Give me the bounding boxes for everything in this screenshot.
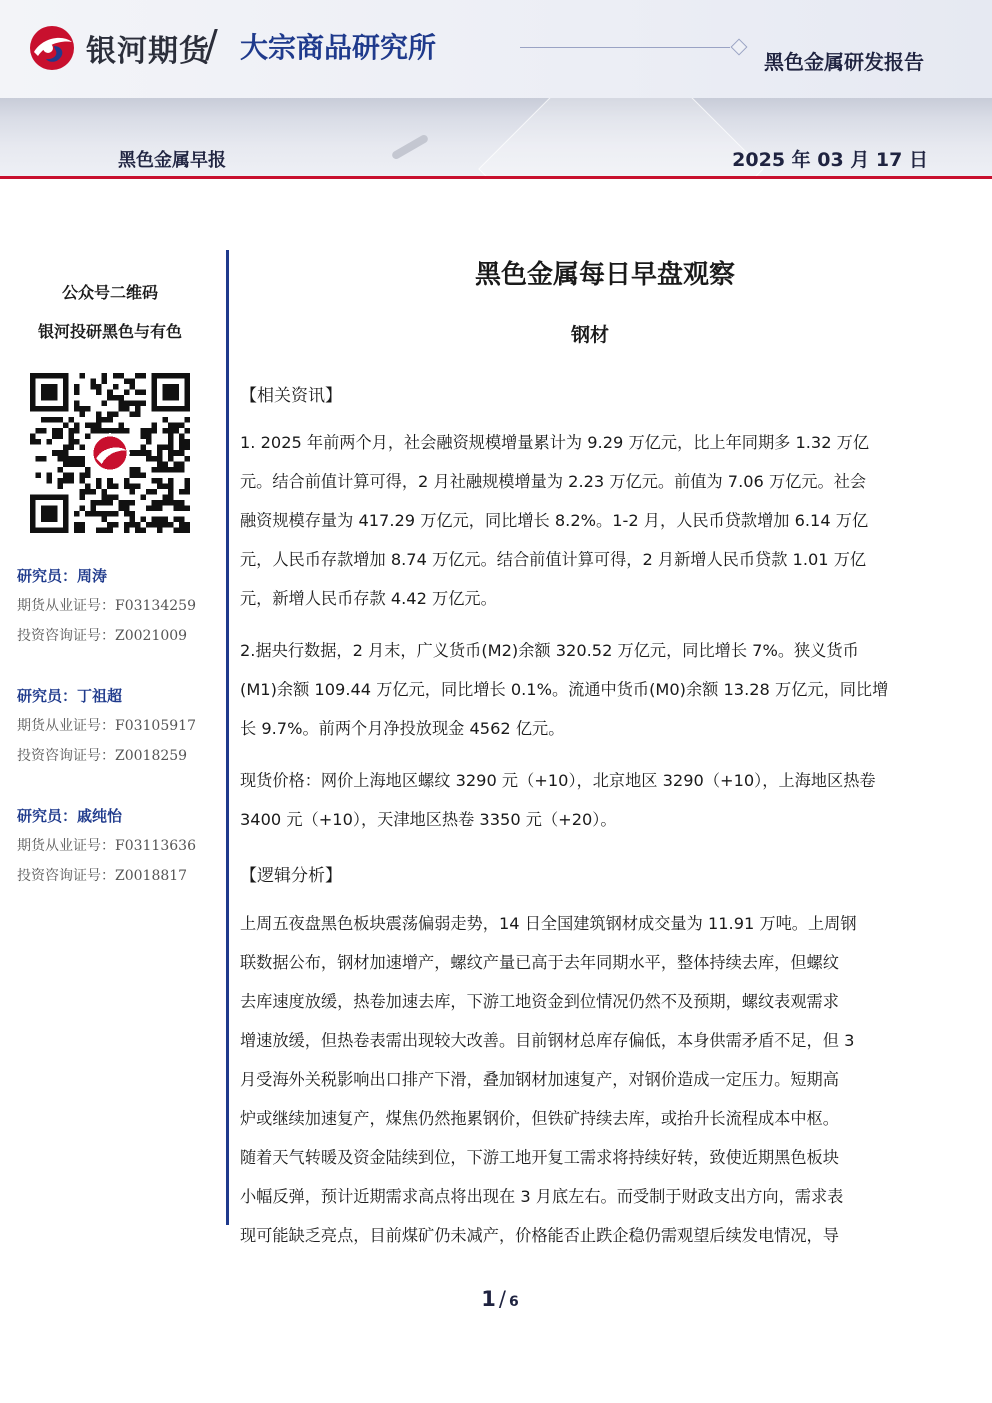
report-type: 黑色金属研发报告 bbox=[764, 50, 924, 74]
futures-license: 期货从业证号：F03134259 bbox=[17, 598, 196, 614]
sidebar-divider bbox=[226, 250, 229, 1225]
researcher-name: 研究员：丁祖超 bbox=[17, 687, 123, 705]
header-accent-rule bbox=[0, 176, 992, 179]
galaxy-futures-logo-icon bbox=[28, 24, 76, 72]
researcher-card bbox=[17, 681, 196, 771]
futures-license: 期货从业证号：F03105917 bbox=[17, 718, 196, 734]
page-current: 1 bbox=[481, 1287, 496, 1311]
page-number bbox=[470, 1287, 530, 1311]
logic-paragraph: 上周五夜盘黑色板块震荡偏弱走势，14 日全国建筑钢材成交量为 11.91 万吨。上周钢 联数据公布，钢材加速增产，螺纹产量已高于去年同期水平，整体持续去库，但螺纹 去库速度放缓，热卷加速去库，下游工地资金到位情况仍然不及预期，螺纹表观需求 增速放缓，但热卷表需出现较大改善。目前钢材总库存偏低，本身供需矛盾不足，但 3 月受海外关税影响出口排产下滑，叠加钢材加速复产，对钢价造成一定压力。短期高 炉或继续加速复产，煤焦仍然拖累钢价，但铁矿持续去库，或抬升长流程成本中枢。 随着天气转暖及资金陆续到位，下游工地开复工需求将持续好转，致使近期黑色板块 小幅反弹，预计近期需求高点将出现在 3 月底左右。而受制于财政支出方向，需求表 现可能缺乏亮点，目前煤矿仍未减产，价格能否止跌企稳仍需观望后续发电情况，导 bbox=[240, 914, 857, 1245]
report-date: 2025 年 03 月 17 日 bbox=[732, 149, 928, 171]
researcher-card bbox=[17, 801, 196, 891]
page-title: 黑色金属每日早盘观察 bbox=[474, 260, 735, 290]
page-separator: / bbox=[498, 1287, 506, 1311]
consult-license: 投资咨询证号：Z0021009 bbox=[17, 628, 188, 644]
section-heading-logic: 【逻辑分析】 bbox=[240, 866, 342, 886]
qr-code-icon bbox=[30, 373, 190, 533]
section-heading-news: 【相关资讯】 bbox=[240, 386, 342, 406]
futures-license: 期货从业证号：F03113636 bbox=[17, 838, 196, 854]
header-divider-line bbox=[520, 47, 730, 48]
researcher-name: 研究员：戚纯怡 bbox=[17, 807, 123, 825]
qr-title: 公众号二维码 bbox=[61, 283, 158, 302]
brand-separator: / bbox=[205, 22, 218, 66]
institute-name: 大宗商品研究所 bbox=[240, 31, 437, 64]
report-series-label: 黑色金属早报 bbox=[118, 150, 226, 171]
header-decoration bbox=[478, 98, 764, 178]
consult-license: 投资咨询证号：Z0018817 bbox=[17, 868, 188, 884]
spot-price-paragraph: 现货价格：网价上海地区螺纹 3290 元（+10），北京地区 3290（+10），上海地区热卷 3400 元（+10），天津地区热卷 3350 元（+20）。 bbox=[240, 771, 876, 829]
qr-subtitle: 银河投研黑色与有色 bbox=[37, 322, 182, 341]
researcher-name: 研究员：周涛 bbox=[17, 567, 108, 585]
news-paragraph-1: 1. 2025 年前两个月，社会融资规模增量累计为 9.29 万亿元，比上年同期多 1.32 万亿 元。结合前值计算可得，2 月社融规模增量为 2.23 万亿元。前值为 7.06 万亿元。社会 融资规模存量为 417.29 万亿元，同比增长 8.2%。1-2 月，人民币贷款增加 6.14 万亿 元，人民币存款增加 8.74 万亿元。结合前值计算可得，2 月新增人民币贷款 1.01 万亿 元，新增人民币存款 4.42 万亿元。 bbox=[240, 433, 870, 608]
news-paragraph-2: 2.据央行数据，2 月末，广义货币(M2)余额 320.52 万亿元，同比增长 7%。狭义货币 (M1)余额 109.44 万亿元，同比增长 0.1%。流通中货币(M0)余额 13.28 万亿元，同比增 长 9.7%。前两个月净投放现金 4562 亿元。 bbox=[240, 641, 889, 738]
brand-name: 银河期货 bbox=[86, 34, 210, 69]
consult-license: 投资咨询证号：Z0018259 bbox=[17, 748, 188, 764]
header-decoration-stroke bbox=[391, 134, 430, 161]
researcher-card bbox=[17, 561, 196, 651]
page-total: 6 bbox=[508, 1294, 519, 1310]
section-subtitle: 钢材 bbox=[570, 324, 609, 346]
